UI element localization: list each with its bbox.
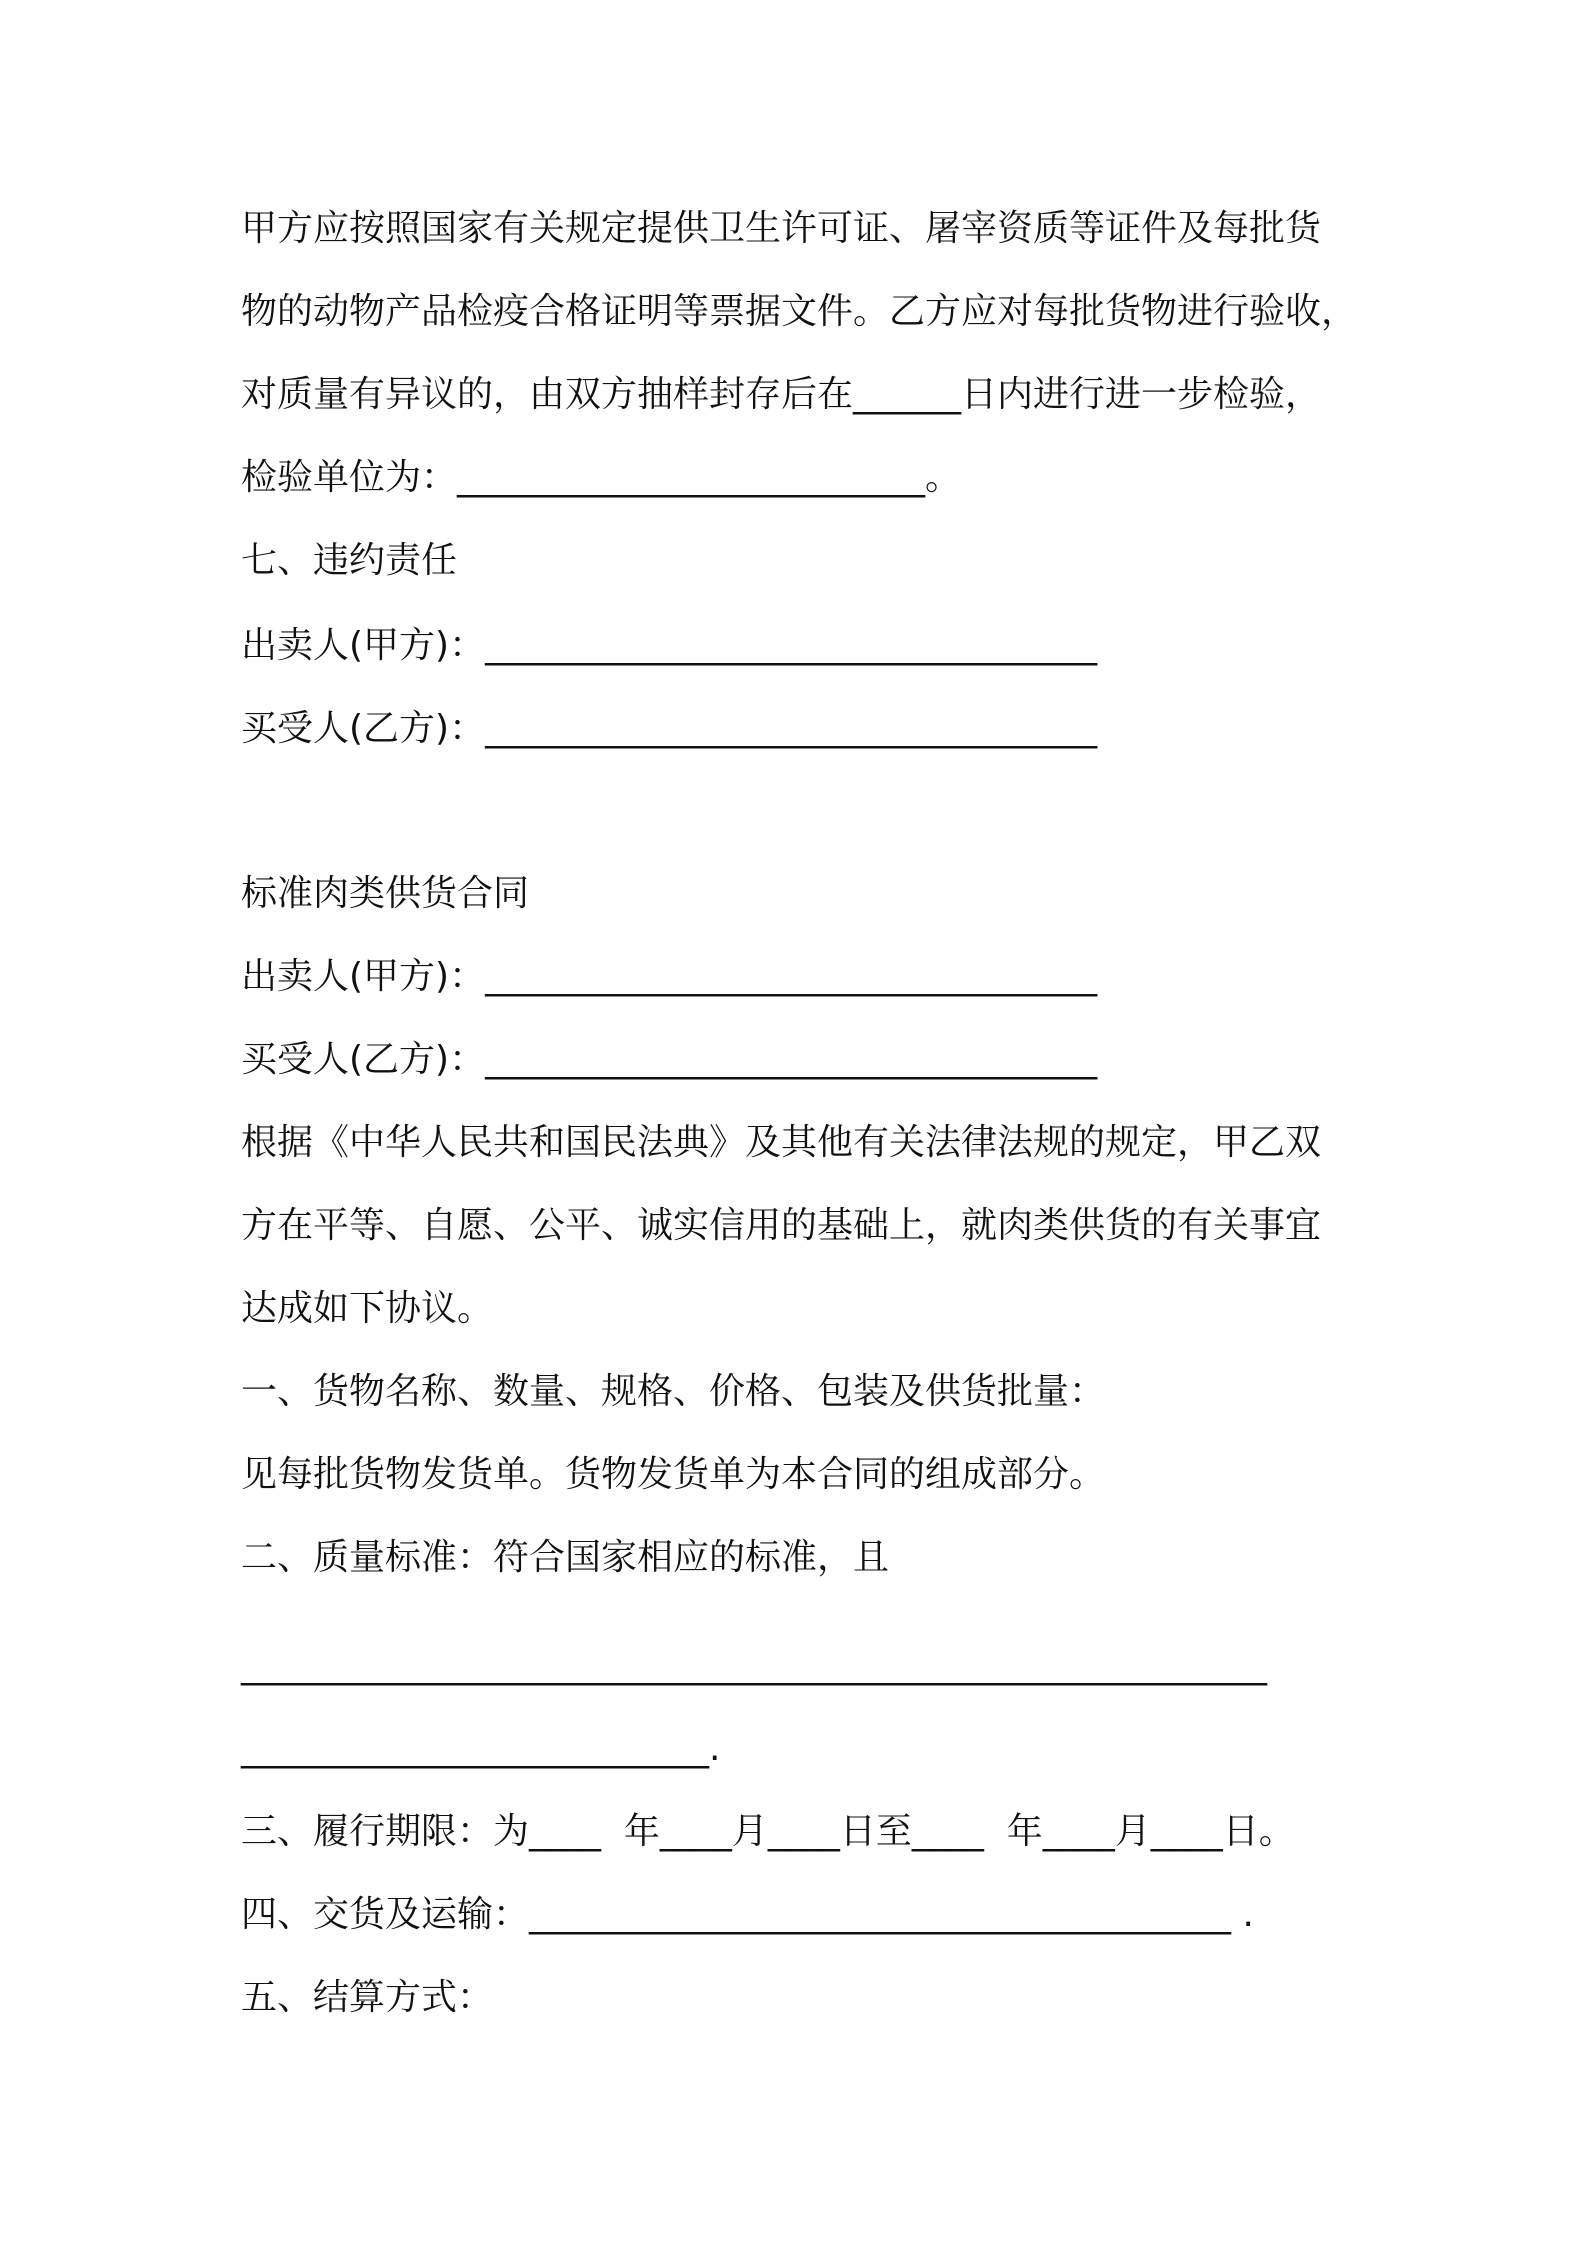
blank-line: __________________________.: [241, 1728, 721, 1769]
section-heading: 七、违约责任: [241, 540, 458, 581]
buyer-field: 买受人(乙方)：__________________________________: [241, 708, 1098, 749]
paragraph-line: 达成如下协议。: [241, 1288, 494, 1329]
paragraph-line: 检验单位为：__________________________。: [241, 457, 962, 498]
document-title: 标准肉类供货合同: [241, 873, 530, 914]
paragraph-line: 根据《中华人民共和国民法典》及其他有关法律法规的规定，甲乙双: [241, 1122, 1322, 1163]
paragraph-line: 方在平等、自愿、公平、诚实信用的基础上，就肉类供货的有关事宜: [241, 1205, 1322, 1246]
paragraph-line: 物的动物产品检疫合格证明等票据文件。乙方应对每批货物进行验收，: [241, 291, 1358, 332]
section-heading: 三、履行期限：为____ 年____月____日至____ 年____月____日。: [241, 1811, 1295, 1852]
buyer-field: 买受人(乙方)：__________________________________: [241, 1039, 1098, 1080]
section-heading: 一、货物名称、数量、规格、价格、包装及供货批量：: [241, 1371, 1106, 1412]
paragraph-line: 对质量有异议的，由双方抽样封存后在______日内进行进一步检验，: [241, 374, 1322, 415]
section-heading: 二、质量标准：符合国家相应的标准，且: [241, 1537, 890, 1578]
blank-line: _________________________________________________________: [241, 1645, 1267, 1686]
seller-field: 出卖人(甲方)：__________________________________: [241, 625, 1098, 666]
paragraph-line: 见每批货物发货单。货物发货单为本合同的组成部分。: [241, 1454, 1106, 1495]
section-heading: 四、交货及运输：_______________________________________ .: [241, 1894, 1254, 1935]
paragraph-line: 甲方应按照国家有关规定提供卫生许可证、屠宰资质等证件及每批货: [241, 208, 1322, 249]
seller-field: 出卖人(甲方)：__________________________________: [241, 956, 1098, 997]
section-heading: 五、结算方式：: [241, 1977, 494, 2018]
